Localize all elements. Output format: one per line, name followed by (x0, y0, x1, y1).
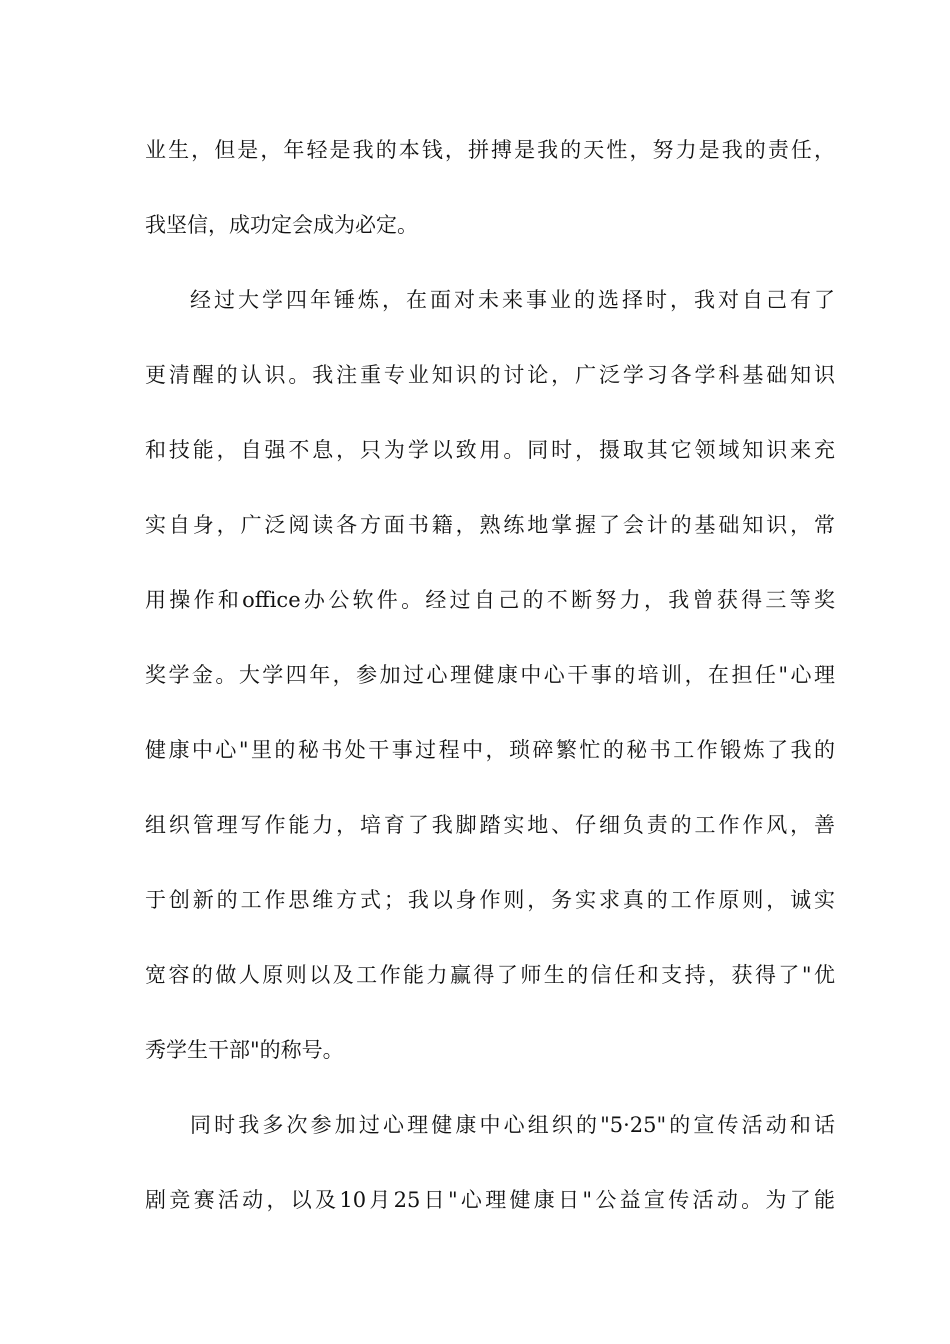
text-line: 实自身，广泛阅读各方面书籍，熟练地掌握了会计的基础知识，常 (145, 513, 835, 537)
text-line: 组织管理写作能力，培育了我脚踏实地、仔细负责的工作作风，善 (145, 813, 835, 837)
text-line: 剧竞赛活动，以及10月25日"心理健康日"公益宣传活动。为了能 (145, 1188, 835, 1212)
text-line: 奖学金。大学四年，参加过心理健康中心干事的培训，在担任"心理 (145, 663, 835, 687)
text-line: 宽容的做人原则以及工作能力赢得了师生的信任和支持，获得了"优 (145, 963, 835, 987)
text-line: 和技能，自强不息，只为学以致用。同时，摄取其它领域知识来充 (145, 438, 835, 462)
text-line: 经过大学四年锤炼，在面对未来事业的选择时，我对自己有了 (190, 288, 835, 312)
text-line: 秀学生干部"的称号。 (145, 1038, 344, 1062)
text-line: 更清醒的认识。我注重专业知识的讨论，广泛学习各学科基础知识 (145, 363, 835, 387)
text-line: 健康中心"里的秘书处干事过程中，琐碎繁忙的秘书工作锻炼了我的 (145, 738, 835, 762)
text-line: 于创新的工作思维方式；我以身作则，务实求真的工作原则，诚实 (145, 888, 835, 912)
text-line: 我坚信，成功定会成为必定。 (145, 213, 418, 237)
text-line: 同时我多次参加过心理健康中心组织的"5·25"的宣传活动和话 (190, 1113, 835, 1137)
text-line: 用操作和office办公软件。经过自己的不断努力，我曾获得三等奖 (145, 588, 835, 612)
text-line: 业生，但是，年轻是我的本钱，拼搏是我的天性，努力是我的责任， (145, 138, 835, 162)
